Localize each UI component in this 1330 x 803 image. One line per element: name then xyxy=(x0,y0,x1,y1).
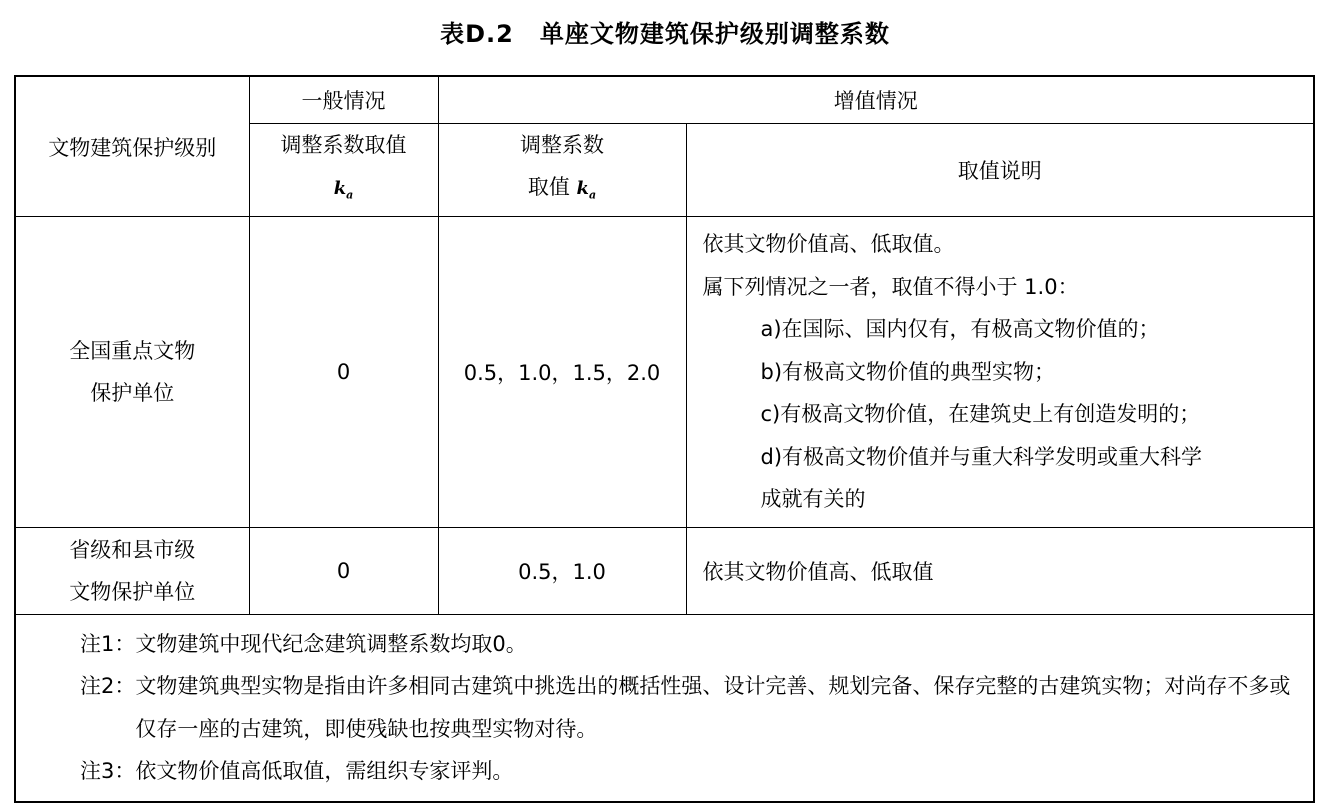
desc-item-a: a)在国际、国内仅有，有极高文物价值的； xyxy=(760,317,1160,342)
header-general-coefficient xyxy=(249,123,438,217)
header-increase: 增值情况 xyxy=(438,76,1314,123)
table-notes xyxy=(15,614,1314,802)
desc-line: 属下列情况之一者，取值不得小于 1.0： xyxy=(702,274,1079,299)
table-title xyxy=(0,14,1330,49)
level-line: 省级和县市级 xyxy=(69,537,196,562)
level-line: 全国重点文物 xyxy=(69,338,196,363)
row-increase-value: 0.5，1.0 xyxy=(438,527,686,614)
note-label: 注3： xyxy=(80,759,136,784)
desc-item-c: c)有极高文物价值，在建筑史上有创造发明的； xyxy=(760,402,1201,427)
row-increase-value: 0.5，1.0，1.5，2.0 xyxy=(438,217,686,528)
header-row-1 xyxy=(15,76,1314,123)
row-level-provincial xyxy=(15,527,249,614)
header-general: 一般情况 xyxy=(249,76,438,123)
desc-item-b: b)有极高文物价值的典型实物； xyxy=(760,359,1056,384)
k-symbol: $k_a$ xyxy=(333,177,354,202)
desc-item-d: d)有极高文物价值并与重大科学发明或重大科学 xyxy=(760,444,1203,469)
table-row xyxy=(15,527,1314,614)
note-1 xyxy=(80,623,1313,666)
header-protection-level: 文物建筑保护级别 xyxy=(15,76,249,217)
note-text: 文物建筑典型实物是指由许多相同古建筑中挑选出的概括性强、设计完善、规划完备、保存完整的古建筑实物；对尚存不多或仅存一座的古建筑，即使残缺也按典型实物对待。 xyxy=(135,674,1291,741)
note-label: 注2： xyxy=(80,674,136,699)
increase-coefficient-value-label: 取值 $k_a$ xyxy=(527,174,597,202)
note-3 xyxy=(80,750,1313,793)
increase-coefficient-label: 调整系数 xyxy=(520,132,604,157)
note-label: 注1： xyxy=(80,631,136,656)
table-row xyxy=(15,217,1314,528)
row-general-value: 0 xyxy=(249,527,438,614)
level-line: 保护单位 xyxy=(90,380,175,405)
note-2 xyxy=(80,665,1313,750)
note-text: 文物建筑中现代纪念建筑调整系数均取0。 xyxy=(135,631,527,656)
row-general-value: 0 xyxy=(249,217,438,528)
desc-line: 依其文物价值高、低取值。 xyxy=(702,232,955,257)
note-text: 依文物价值高低取值，需组织专家评判。 xyxy=(135,759,514,784)
table-caption: 单座文物建筑保护级别调整系数 xyxy=(539,20,890,48)
header-explanation: 取值说明 xyxy=(686,123,1314,217)
coefficient-table xyxy=(14,75,1315,803)
level-line: 文物保护单位 xyxy=(69,579,196,604)
desc-item-d-cont: 成就有关的 xyxy=(760,487,866,512)
row-level-national xyxy=(15,217,249,528)
table-number: 表D.2 xyxy=(440,20,514,48)
row-explanation xyxy=(686,217,1314,528)
header-increase-coefficient xyxy=(438,123,686,217)
row-explanation: 依其文物价值高、低取值 xyxy=(686,527,1314,614)
general-coefficient-label: 调整系数取值 xyxy=(280,132,407,157)
notes-row xyxy=(15,614,1314,802)
